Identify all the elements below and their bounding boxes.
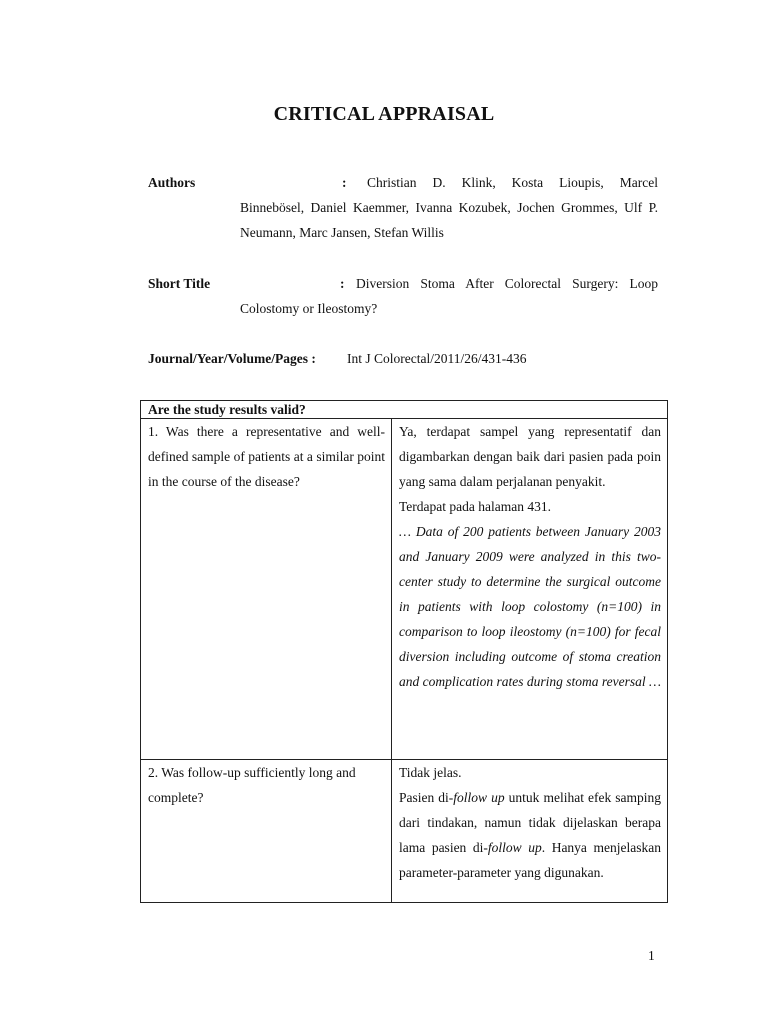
short-title-value: Diversion Stoma After Colorectal Surgery: Loop Colostomy or Ileostomy?	[240, 276, 658, 316]
answer-cell	[392, 419, 668, 760]
answer-cell	[392, 760, 668, 903]
journal-value: Int J Colorectal/2011/26/431-436	[347, 351, 527, 366]
page-number: 1	[648, 948, 655, 963]
table-row	[141, 760, 668, 903]
answer-text: Ya, terdapat sampel yang representatif dan digambarkan dengan baik dari pasien pada poin yang sama dalam perjalanan penyakit.	[399, 424, 662, 489]
question-cell	[141, 760, 392, 903]
journal-label: Journal/Year/Volume/Pages :	[148, 351, 316, 366]
authors-label: Authors	[148, 175, 196, 190]
detail-text: Pasien di-follow up untuk melihat efek samping dari tindakan, namun tidak dijelaskan berapa lama pasien di-follow up. Hanya menjelaskan parameter-parameter yang digunakan.	[399, 790, 662, 880]
question-text: 1. Was there a representative and well-defined sample of patients at a similar point in the course of the disease?	[148, 424, 385, 489]
authors-value: Christian D. Klink, Kosta Lioupis, Marcel Binnebösel, Daniel Kaemmer, Ivanna Kozubek, Jochen Grommes, Ulf P. Neumann, Marc Jansen, Stefan Willis	[240, 175, 658, 240]
short-title-label: Short Title	[148, 276, 211, 291]
answer-text: Tidak jelas.	[399, 765, 462, 780]
authors-colon: :	[342, 175, 347, 190]
table-header: Are the study results valid?	[141, 401, 668, 419]
quote-text: … Data of 200 patients between January 2003 and January 2009 were analyzed in this two-center study to determine the surgical outcome in patients with loop colostomy (n=100) in comparison to loop ileostomy (n=100) for fecal diversion including outcome of stoma creation and complication rates during stoma reversal …	[399, 524, 662, 689]
table-row	[141, 419, 668, 760]
document-title: CRITICAL APPRAISAL	[273, 103, 495, 125]
question-cell	[141, 419, 392, 760]
appraisal-table	[140, 400, 668, 903]
page-reference: Terdapat pada halaman 431.	[399, 499, 551, 514]
short-title-colon: :	[340, 276, 345, 291]
question-text: 2. Was follow-up sufficiently long and complete?	[148, 765, 356, 805]
